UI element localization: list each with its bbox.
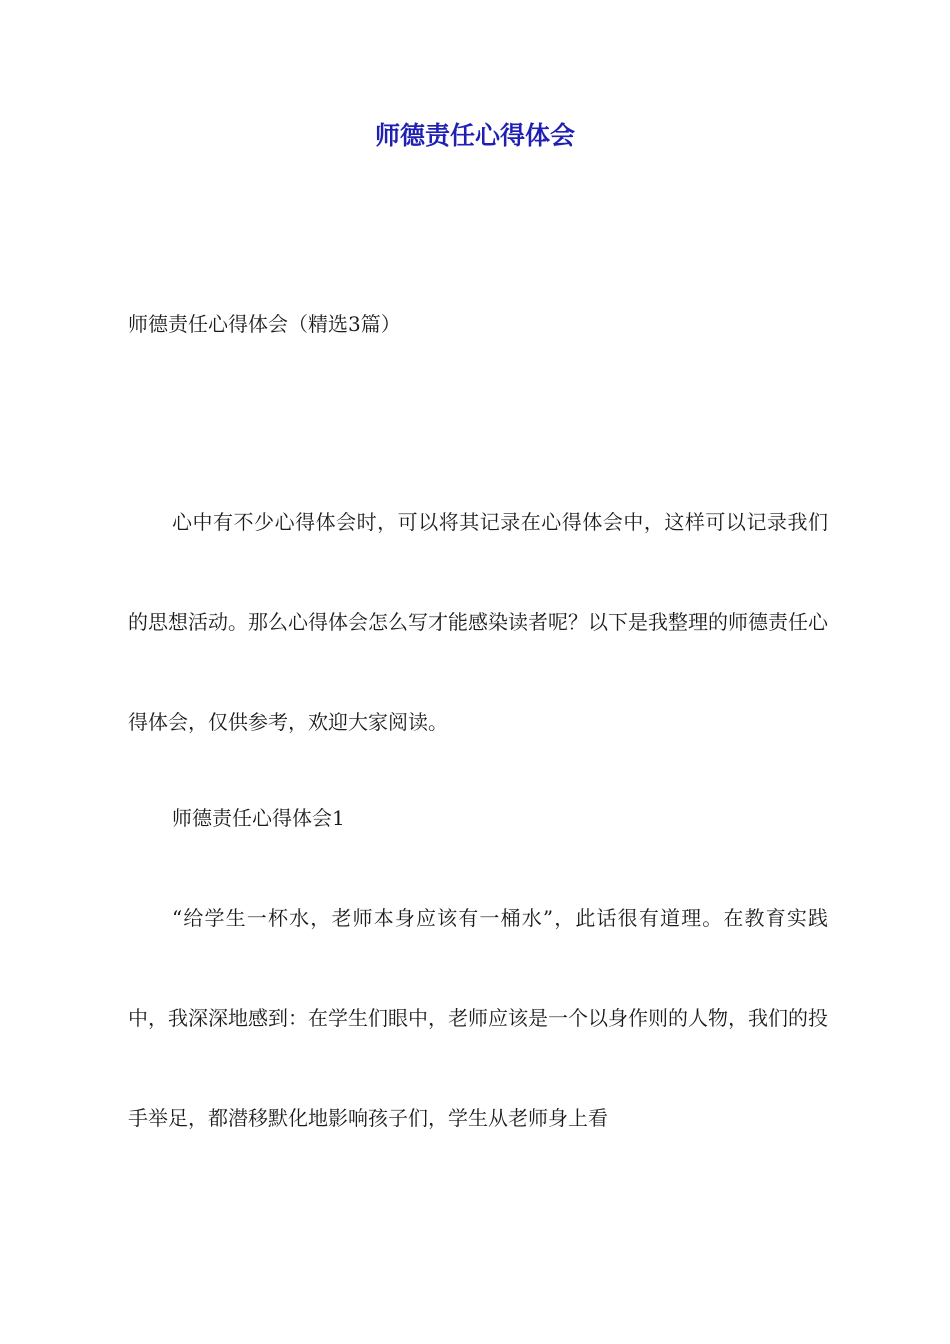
intro-paragraph: 心中有不少心得体会时，可以将其记录在心得体会中，这样可以记录我们的思想活动。那么心得体会怎么写才能感染读者呢？以下是我整理的师德责任心得体会，仅供参考，欢迎大家阅读。	[128, 510, 828, 734]
section-paragraph: “给学生一杯水，老师本身应该有一桶水”，此话很有道理。在教育实践中，我深深地感到：在学生们眼中，老师应该是一个以身作则的人物，我们的投手举足，都潜移默化地影响孩子们，学生从老师身上看	[128, 906, 828, 1130]
document-title: 师德责任心得体会	[374, 121, 575, 150]
document-subtitle: 师德责任心得体会（精选3篇）	[128, 312, 401, 336]
section-heading: 师德责任心得体会1	[172, 806, 345, 830]
